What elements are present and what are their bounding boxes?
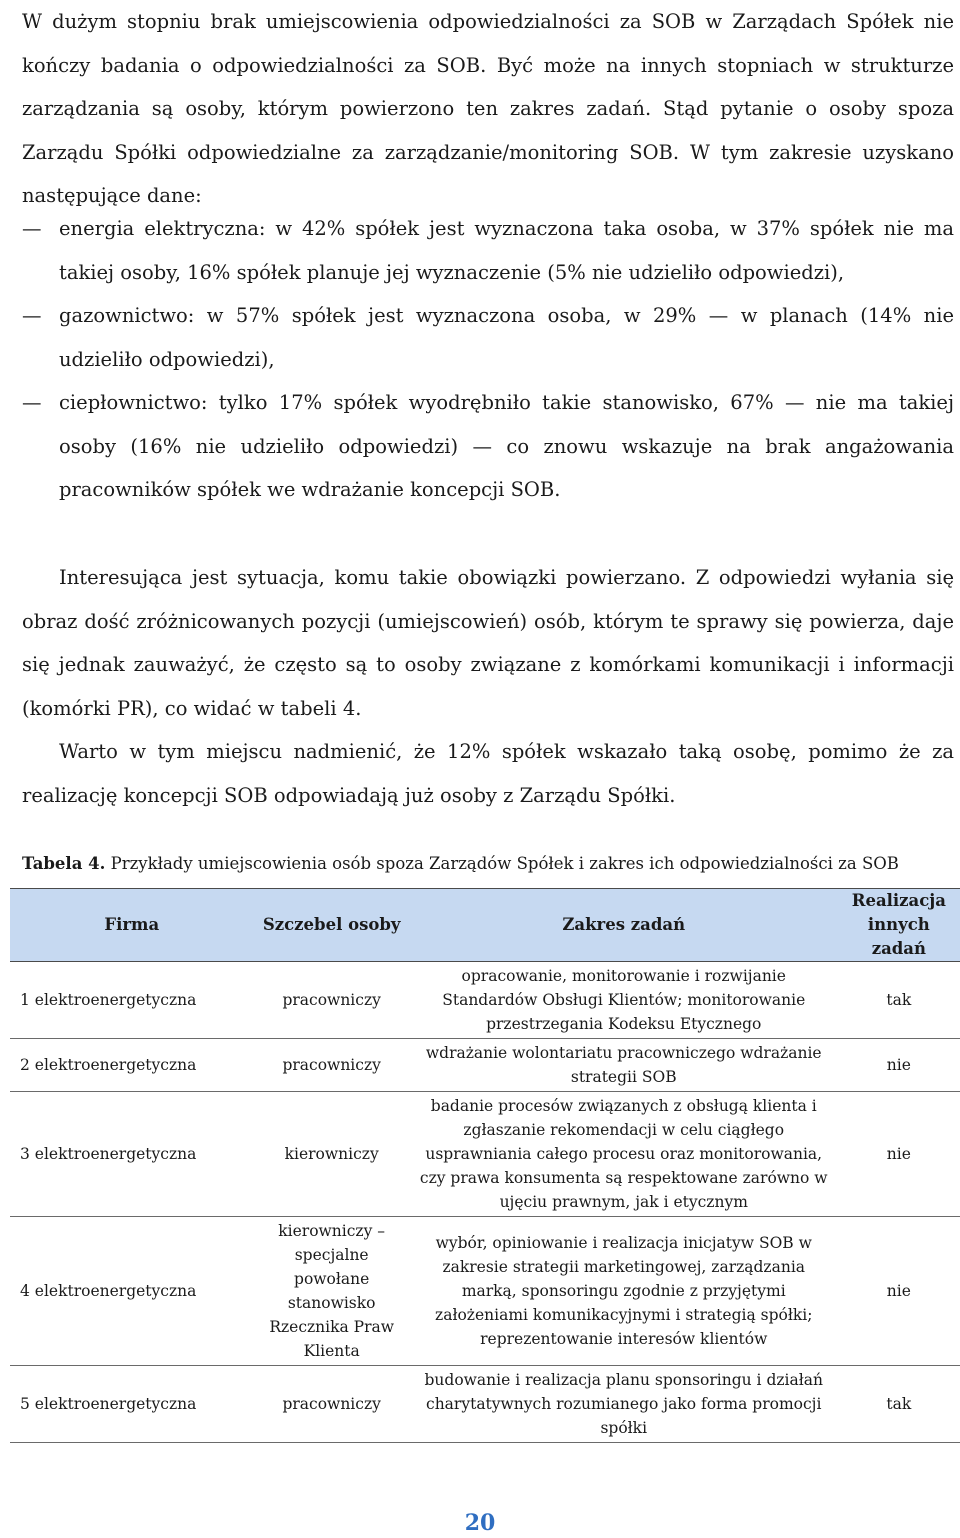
cell-zakres: wybór, opiniowanie i realizacja inicjatyw SOB w zakresie strategii marketingowej, zarządzania marką, sponsoringu zgodnie z przyjętymi założeniami komunikacyjnymi i strategią spółki; reprezentowanie interesów klientów: [410, 1217, 838, 1366]
paragraph-responsibility: Interesująca jest sytuacja, komu takie obowiązki powierzano. Z odpowiedzi wyłania się obraz dość zróżnicowanych pozycji (umiejscowień) osób, którym te sprawy się powierza, daje się jednak zauważyć, że często są to osoby związane z komórkami komunikacji i informacji (komórki PR), co widać w tabeli 4.: [22, 566, 954, 720]
header-szczebel: Szczebel osoby: [254, 889, 410, 962]
table-row: [10, 1366, 960, 1443]
cell-realizacja: tak: [838, 1366, 960, 1443]
dash-marker: —: [22, 217, 42, 240]
page-number: 20: [464, 1510, 496, 1536]
cell-firma: 1 elektroenergetyczna: [10, 962, 254, 1039]
cell-realizacja: nie: [838, 1092, 960, 1217]
cell-zakres: opracowanie, monitorowanie i rozwijanie Standardów Obsługi Klientów; monitorowanie przestrzegania Kodeksu Etycznego: [410, 962, 838, 1039]
dash-marker: —: [22, 391, 42, 414]
table-row: [10, 1039, 960, 1092]
table-row: [10, 1092, 960, 1217]
cell-zakres: badanie procesów związanych z obsługą klienta i zgłaszanie rekomendacji w celu ciągłego usprawniania całego procesu oraz monitorowania, czy prawa konsumenta są respektowane zarówno w ujęciu prawnym, jak i etycznym: [410, 1092, 838, 1217]
table-row: [10, 1217, 960, 1366]
cell-firma: 2 elektroenergetyczna: [10, 1039, 254, 1092]
cell-szczebel: pracowniczy: [254, 962, 410, 1039]
cell-realizacja: nie: [838, 1039, 960, 1092]
cell-zakres: budowanie i realizacja planu sponsoringu i działań charytatywnych rozumianego jako forma promocji spółki: [410, 1366, 838, 1443]
list-item: [22, 294, 954, 381]
cell-zakres: wdrażanie wolontariatu pracowniczego wdrażanie strategii SOB: [410, 1039, 838, 1092]
list-item-text: ciepłownictwo: tylko 17% spółek wyodrębniło takie stanowisko, 67% — nie ma takiej osoby (16% nie udzieliło odpowiedzi) — co znowu wskazuje na brak angażowania pracowników spółek we wdrażanie koncepcji SOB.: [59, 391, 954, 501]
dash-marker: —: [22, 304, 42, 327]
cell-szczebel: kierowniczy – specjalne powołane stanowisko Rzecznika Praw Klienta: [254, 1217, 410, 1366]
list-item-text: gazownictwo: w 57% spółek jest wyznaczona osoba, w 29% — w planach (14% nie udzieliło odpowiedzi),: [59, 304, 954, 371]
list-item: [22, 207, 954, 294]
cell-szczebel: pracowniczy: [254, 1366, 410, 1443]
table-row: [10, 962, 960, 1039]
cell-realizacja: tak: [838, 962, 960, 1039]
table-caption: [22, 850, 954, 878]
table-4: [10, 888, 960, 1443]
cell-firma: 3 elektroenergetyczna: [10, 1092, 254, 1217]
paragraph-note: Warto w tym miejscu nadmienić, że 12% spółek wskazało taką osobę, pomimo że za realizację koncepcji SOB odpowiadają już osoby z Zarządu Spółki.: [22, 740, 954, 807]
list-item-text: energia elektryczna: w 42% spółek jest wyznaczona taka osoba, w 37% spółek nie ma takiej osoby, 16% spółek planuje jej wyznaczenie (5% nie udzieliło odpowiedzi),: [59, 217, 954, 284]
header-zakres: Zakres zadań: [410, 889, 838, 962]
cell-realizacja: nie: [838, 1217, 960, 1366]
cell-szczebel: kierowniczy: [254, 1092, 410, 1217]
cell-firma: 5 elektroenergetyczna: [10, 1366, 254, 1443]
table-caption-text: Przykłady umiejscowienia osób spoza Zarządów Spółek i zakres ich odpowiedzialności za SOB: [105, 854, 899, 873]
cell-szczebel: pracowniczy: [254, 1039, 410, 1092]
header-realizacja: Realizacja innych zadań: [838, 889, 960, 962]
sector-list: [22, 207, 954, 512]
table-caption-label: Tabela 4.: [22, 854, 106, 873]
intro-paragraph: W dużym stopniu brak umiejscowienia odpowiedzialności za SOB w Zarządach Spółek nie kończy badania o odpowiedzialności za SOB. Być może na innych stopniach w strukturze zarządzania są osoby, którym powierzono ten zakres zadań. Stąd pytanie o osoby spoza Zarządu Spółki odpowiedzialne za zarządzanie/monitoring SOB. W tym zakresie uzyskano następujące dane:: [22, 10, 954, 207]
header-firma: Firma: [10, 889, 254, 962]
list-item: [22, 381, 954, 512]
cell-firma: 4 elektroenergetyczna: [10, 1217, 254, 1366]
table-header-row: [10, 889, 960, 962]
